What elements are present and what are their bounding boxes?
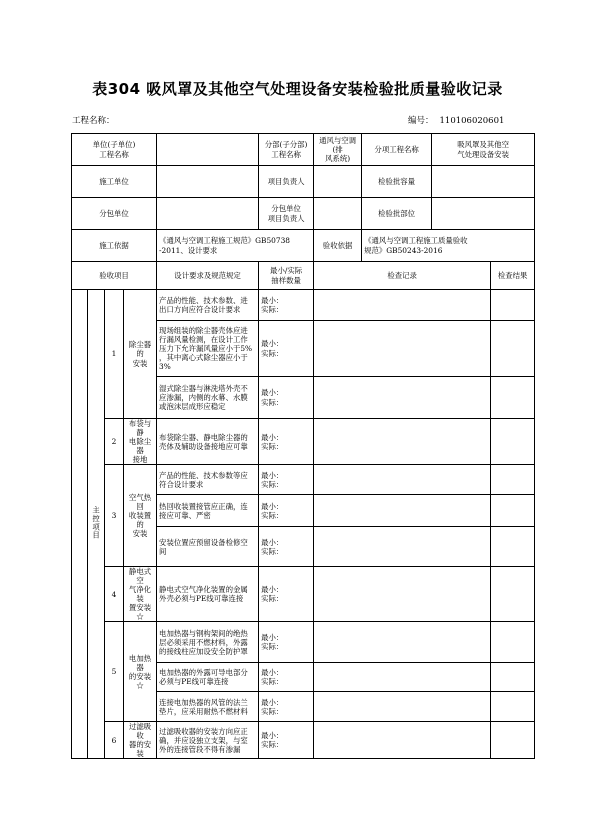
table-row (72, 419, 535, 465)
subcontract-manager-label: 分包单位 项目负责人 (259, 198, 314, 230)
item-number: 2 (105, 419, 124, 465)
item-name: 静电式空 气净化装 置安装☆ (124, 567, 157, 622)
main-control-label: 主控项目 (88, 290, 105, 759)
column-header-row (72, 262, 535, 290)
check-record (314, 495, 491, 527)
subcontract-unit-value (157, 198, 259, 230)
construction-basis-value: 《通风与空调工程施工规范》GB50738 -2011、设计要求 (157, 230, 314, 262)
item-requirement: 静电式空气净化装置的金属 外壳必须与PE线可靠连接 (157, 567, 259, 622)
item-name: 电加热器 的安装☆ (124, 622, 157, 722)
check-record (314, 290, 491, 321)
item-number: 5 (105, 622, 124, 722)
construction-basis-label: 施工依据 (72, 230, 157, 262)
col-requirement-header: 设计要求及规范规定 (157, 262, 259, 290)
check-record (314, 567, 491, 622)
check-record (314, 419, 491, 465)
header-row-project (72, 134, 535, 166)
item-number: 3 (105, 465, 124, 567)
col-result-header: 检查结果 (491, 262, 535, 290)
unit-name-label: 单位(子单位) 工程名称 (72, 134, 157, 166)
check-result (491, 567, 535, 622)
check-result (491, 465, 535, 495)
sample-quantity: 最小： 实际： (259, 419, 314, 465)
subitem-name-label: 分项工程名称 (362, 134, 432, 166)
code-label: 编号： (408, 116, 434, 126)
sample-quantity: 最小： 实际： (259, 377, 314, 419)
check-result (491, 290, 535, 321)
table-row (72, 722, 535, 759)
item-requirement: 湿式除尘器与淋洗塔外壳不 应渗漏，内侧的水幕、水膜 或泡沫层成形应稳定 (157, 377, 259, 419)
subcontract-manager-value (314, 198, 362, 230)
construction-unit-label: 施工单位 (72, 166, 157, 198)
table-row (72, 567, 535, 622)
check-result (491, 419, 535, 465)
check-record (314, 527, 491, 567)
division-name-label: 分部(子分部) 工程名称 (259, 134, 314, 166)
unit-name-value (157, 134, 259, 166)
header-row-subcontract (72, 198, 535, 230)
item-number: 1 (105, 290, 124, 419)
sample-quantity: 最小： 实际： (259, 692, 314, 722)
acceptance-record-table (71, 133, 535, 759)
sample-quantity: 最小： 实际： (259, 321, 314, 377)
check-result (491, 622, 535, 663)
check-result (491, 692, 535, 722)
check-result (491, 663, 535, 692)
sample-quantity: 最小： 实际： (259, 465, 314, 495)
sample-quantity: 最小： 实际： (259, 495, 314, 527)
item-requirement: 连接电加热器的风管的法兰 垫片，应采用耐热不燃材料 (157, 692, 259, 722)
item-number: 6 (105, 722, 124, 759)
item-name: 空气热回 收装置的 安装 (124, 465, 157, 567)
record-code (402, 114, 504, 126)
batch-capacity-value (432, 166, 535, 198)
item-requirement: 产品的性能、技术参数、进 出口方向应符合设计要求 (157, 290, 259, 321)
subitem-name-value: 吸风罩及其他空 气处理设备安装 (432, 134, 535, 166)
check-record (314, 622, 491, 663)
check-record (314, 377, 491, 419)
sample-quantity: 最小： 实际： (259, 722, 314, 759)
check-record (314, 465, 491, 495)
code-value: 110106020601 (439, 116, 505, 126)
sample-quantity: 最小： 实际： (259, 567, 314, 622)
check-record (314, 692, 491, 722)
col-sample-header: 最小/实际 抽样数量 (259, 262, 314, 290)
table-row (72, 465, 535, 495)
acceptance-basis-label: 验收依据 (314, 230, 362, 262)
sample-quantity: 最小： 实际： (259, 527, 314, 567)
batch-location-label: 检验批部位 (362, 198, 432, 230)
project-manager-label: 项目负责人 (259, 166, 314, 198)
item-requirement: 现场组装的除尘器壳体应进 行漏风量检测，在设计工作 压力下允许漏风量应小于5% ，其中离心式除尘器应小于 3% (157, 321, 259, 377)
table-row (72, 290, 535, 321)
table-row (72, 622, 535, 663)
check-result (491, 495, 535, 527)
check-result (491, 321, 535, 377)
acceptance-basis-value: 《通风与空调工程施工质量验收 规范》GB50243-2016 (362, 230, 535, 262)
sample-quantity: 最小： 实际： (259, 622, 314, 663)
item-requirement: 安装位置应预留设备检修空 间 (157, 527, 259, 567)
check-record (314, 722, 491, 759)
item-requirement: 布袋除尘器、静电除尘器的 壳体及辅助设备接地应可靠 (157, 419, 259, 465)
subcontract-unit-label: 分包单位 (72, 198, 157, 230)
page-title: 表304 吸风罩及其他空气处理设备安装检验批质量验收记录 (92, 80, 503, 98)
col-record-header: 检查记录 (314, 262, 491, 290)
check-record (314, 321, 491, 377)
item-requirement: 产品的性能、技术参数等应 符合设计要求 (157, 465, 259, 495)
check-result (491, 377, 535, 419)
construction-unit-value (157, 166, 259, 198)
sample-quantity: 最小： 实际： (259, 290, 314, 321)
item-name: 布袋与静 电除尘器 接地 (124, 419, 157, 465)
left-margin-cell (72, 290, 88, 759)
header-row-basis (72, 230, 535, 262)
division-name-value: 通风与空调(排 风系统) (314, 134, 362, 166)
project-name-label: 工程名称： (72, 116, 115, 126)
check-result (491, 722, 535, 759)
project-manager-value (314, 166, 362, 198)
batch-location-value (432, 198, 535, 230)
sample-quantity: 最小： 实际： (259, 663, 314, 692)
batch-capacity-label: 检验批容量 (362, 166, 432, 198)
header-row-construction (72, 166, 535, 198)
check-result (491, 527, 535, 567)
item-requirement: 电加热器与钢构架间的绝热 层必须采用不燃材料，外露 的接线柱应加设安全防护罩 (157, 622, 259, 663)
item-requirement: 热回收装置接管应正确，连 接应可靠、严密 (157, 495, 259, 527)
col-item-header: 验收项目 (72, 262, 157, 290)
check-record (314, 663, 491, 692)
item-number: 4 (105, 567, 124, 622)
item-requirement: 过滤吸收器的安装方向应正 确，并应设独立支架，与室 外的连接管段不得有渗漏 (157, 722, 259, 759)
item-name: 除尘器的 安装 (124, 290, 157, 419)
item-requirement: 电加热器的外露可导电部分 必须与PE线可靠连接 (157, 663, 259, 692)
item-name: 过滤吸收 器的安装 (124, 722, 157, 759)
